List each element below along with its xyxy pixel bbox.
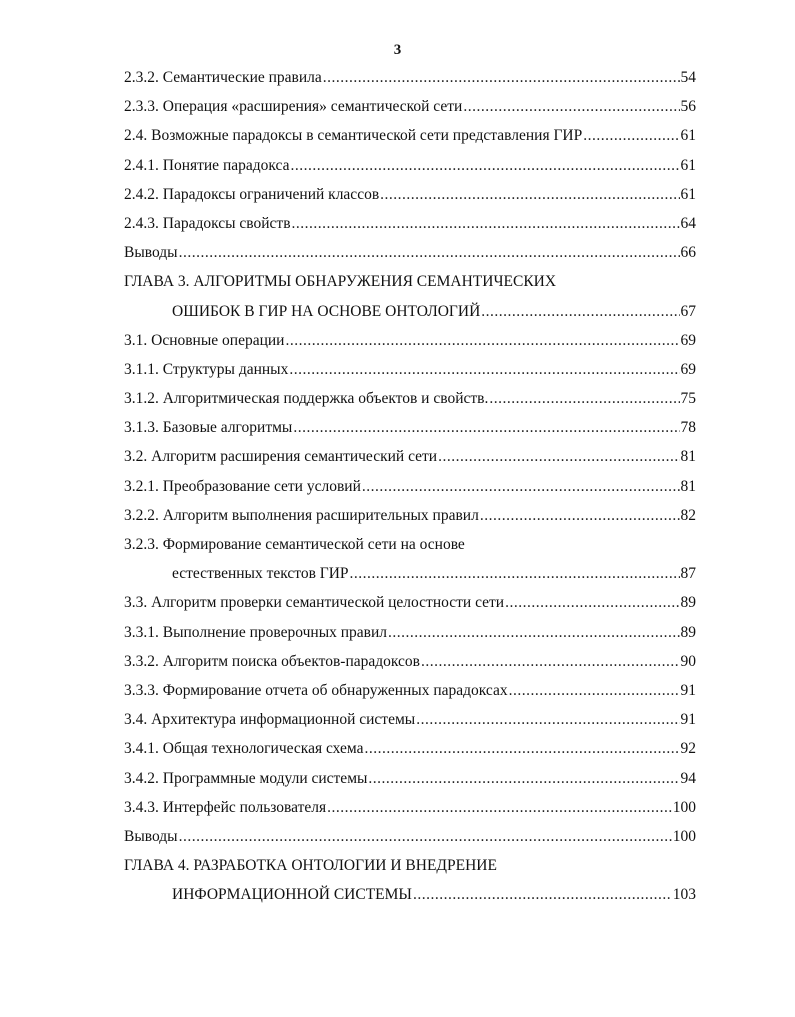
toc-entry-page: 92 (680, 740, 696, 758)
toc-entry-page: 69 (680, 331, 696, 349)
toc-entry-label: 3.3.3. Формирование отчета об обнаруженных парадоксах (124, 681, 508, 699)
toc-entry (124, 355, 696, 384)
toc-entry-page: 54 (680, 69, 696, 86)
toc-leader-dots (368, 764, 679, 793)
toc-entry (124, 734, 696, 763)
toc-entry (124, 151, 696, 180)
toc-entry-page: 78 (680, 419, 696, 437)
toc-leader-dots (292, 209, 680, 238)
toc-entry (124, 822, 696, 851)
toc-entry (124, 63, 696, 92)
toc-entry-label: 3.1.2. Алгоритмическая поддержка объектов и свойств. (124, 390, 489, 408)
toc-entry-page: 91 (680, 681, 696, 699)
toc-leader-dots (509, 676, 680, 705)
toc-entry (124, 238, 696, 267)
toc-entry (124, 297, 696, 326)
toc-entry-label: 2.3.2. Семантические правила (124, 69, 322, 86)
toc-entry (124, 92, 696, 121)
toc-entry-label: ОШИБОК В ГИР НА ОСНОВЕ ОНТОЛОГИЙ (172, 302, 481, 320)
toc-entry (124, 180, 696, 209)
toc-entry-label: 2.4.3. Парадоксы свойств (124, 214, 291, 232)
toc-leader-dots (388, 618, 679, 647)
toc-entry-page: 100 (672, 827, 696, 845)
toc-entry (124, 880, 696, 909)
toc-entry-page: 61 (680, 127, 696, 145)
toc-entry-page: 56 (680, 98, 696, 116)
toc-entry (124, 326, 696, 355)
toc-entry-label: 2.4. Возможные парадоксы в семантической сети представления ГИР (124, 127, 583, 145)
toc-entry-page: 61 (680, 185, 696, 203)
toc-entry (124, 209, 696, 238)
toc-entry-page: 67 (680, 302, 696, 320)
toc-entry-page: 94 (680, 769, 696, 787)
toc-entry-page: 89 (680, 623, 696, 641)
toc-entry-page: 89 (680, 594, 696, 612)
toc-entry-page: 69 (680, 360, 696, 378)
toc-entry-page: 81 (680, 477, 696, 495)
toc-entry (124, 618, 696, 647)
toc-entry (124, 530, 696, 559)
toc-entry-label: ГЛАВА 3. АЛГОРИТМЫ ОБНАРУЖЕНИЯ СЕМАНТИЧЕСКИХ (124, 273, 557, 291)
toc-entry (124, 472, 696, 501)
toc-entry-label: 3.1.1. Структуры данных (124, 360, 289, 378)
toc-entry-label: 3.2.3. Формирование семантической сети на основе (124, 536, 465, 553)
toc-entry-page: 90 (680, 652, 696, 670)
toc-entry-label: 3.1.3. Базовые алгоритмы (124, 419, 293, 437)
toc-entry-page: 103 (672, 886, 696, 904)
toc-entry-label: естественных текстов ГИР (172, 565, 349, 583)
toc-leader-dots (179, 238, 680, 267)
toc-entry (124, 705, 696, 734)
toc-entry-label: 3.3.1. Выполнение проверочных правил (124, 623, 388, 641)
toc-entry (124, 647, 696, 676)
toc-entry (124, 413, 696, 442)
toc-entry-page: 100 (672, 798, 696, 816)
toc-entry-label: 3.4.2. Программные модули системы (124, 769, 368, 787)
toc-leader-dots (416, 705, 679, 734)
toc-entry-page: 82 (680, 506, 696, 524)
toc-entry (124, 588, 696, 617)
toc-entry-page: 75 (680, 390, 696, 408)
toc-leader-dots (421, 647, 680, 676)
toc-leader-dots (438, 442, 679, 471)
toc-leader-dots (380, 180, 679, 209)
page-number: 3 (393, 42, 402, 58)
toc-entry (124, 121, 696, 150)
toc-entry (124, 676, 696, 705)
toc-entry (124, 501, 696, 530)
toc-entry-label: 3.3. Алгоритм проверки семантической целостности сети (124, 594, 505, 612)
toc-chapter-heading (124, 267, 696, 296)
toc-entry-page: 66 (680, 244, 696, 262)
toc-entry (124, 793, 696, 822)
toc-entry-label: ИНФОРМАЦИОННОЙ СИСТЕМЫ (172, 886, 412, 904)
toc-entry-label: 2.4.2. Парадоксы ограничений классов (124, 185, 380, 203)
toc-entry (124, 559, 696, 588)
toc-leader-dots (290, 151, 679, 180)
toc-leader-dots (285, 326, 679, 355)
toc-entry-label: 3.2.2. Алгоритм выполнения расширительных правил (124, 506, 479, 524)
toc-entry-page: 87 (680, 565, 696, 583)
toc-entry-label: 2.3.3. Операция «расширения» семантической сети (124, 98, 463, 116)
toc-leader-dots (323, 63, 680, 92)
toc-leader-dots (413, 880, 672, 909)
toc-entry-page: 64 (680, 214, 696, 232)
toc-leader-dots (489, 384, 679, 413)
toc-entry-label: 2.4.1. Понятие парадокса (124, 156, 290, 174)
toc-leader-dots (480, 501, 680, 530)
table-of-contents (124, 63, 696, 909)
toc-entry-page: 81 (680, 448, 696, 466)
toc-entry-label: ГЛАВА 4. РАЗРАБОТКА ОНТОЛОГИИ И ВНЕДРЕНИЕ (124, 857, 497, 875)
toc-entry (124, 442, 696, 471)
toc-leader-dots (463, 92, 679, 121)
toc-entry-label: 3.4.3. Интерфейс пользователя (124, 798, 327, 816)
toc-entry-label: 3.4.1. Общая технологическая схема (124, 740, 364, 758)
toc-leader-dots (179, 822, 672, 851)
toc-entry-label: 3.1. Основные операции (124, 331, 285, 349)
toc-leader-dots (289, 355, 679, 384)
toc-entry-label: 3.3.2. Алгоритм поиска объектов-парадоксов (124, 652, 420, 670)
toc-leader-dots (481, 297, 679, 326)
toc-leader-dots (364, 734, 679, 763)
toc-entry-label: 3.2.1. Преобразование сети условий (124, 477, 361, 495)
toc-leader-dots (583, 121, 679, 150)
toc-entry (124, 384, 696, 413)
toc-entry-label: Выводы (124, 244, 178, 262)
toc-entry-page: 91 (680, 711, 696, 729)
toc-entry-page: 61 (680, 156, 696, 174)
toc-chapter-heading (124, 851, 696, 880)
toc-leader-dots (362, 472, 680, 501)
toc-leader-dots (327, 793, 672, 822)
toc-entry-label: Выводы (124, 827, 178, 845)
toc-leader-dots (293, 413, 679, 442)
toc-entry-label: 3.2. Алгоритм расширения семантический сети (124, 448, 438, 466)
toc-leader-dots (350, 559, 680, 588)
toc-entry (124, 764, 696, 793)
toc-entry-label: 3.4. Архитектура информационной системы (124, 711, 416, 729)
toc-leader-dots (505, 588, 679, 617)
